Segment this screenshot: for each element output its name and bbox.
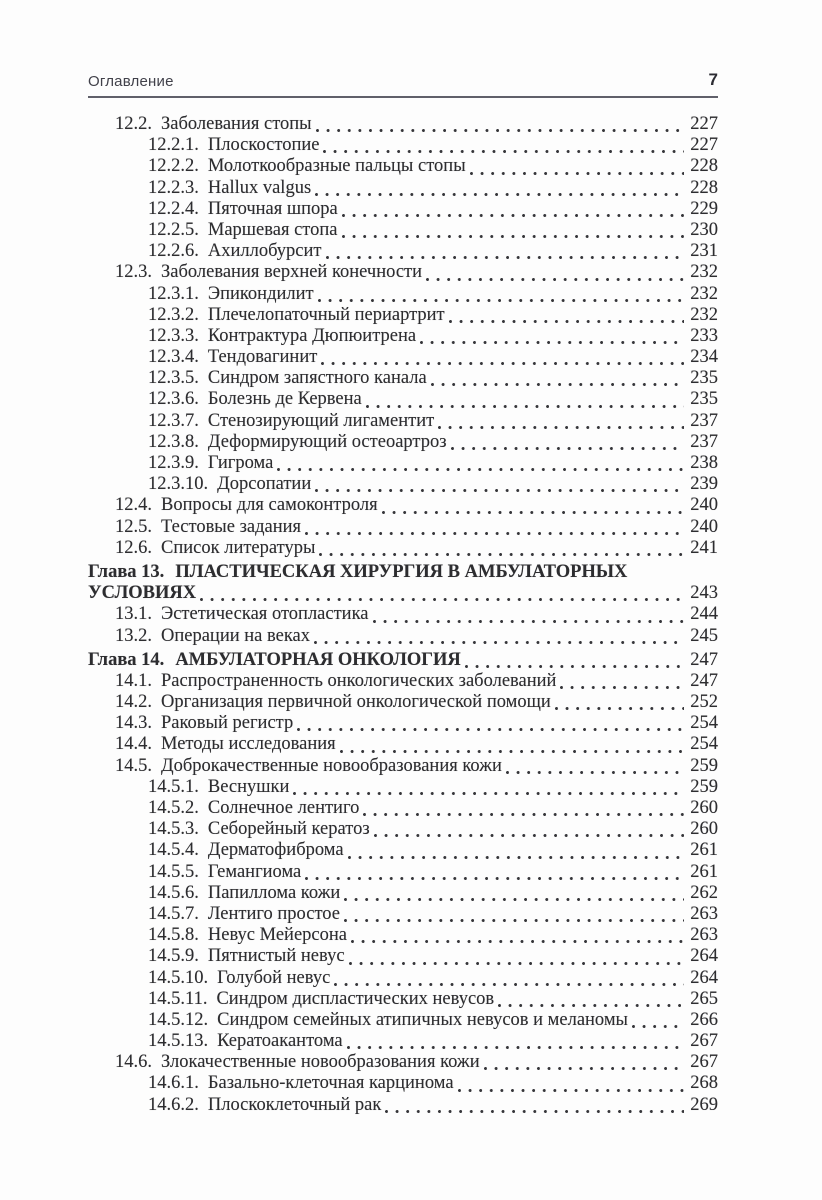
toc-entry-page: 233	[690, 325, 718, 346]
toc-entry-number: 14.5.12.	[148, 1009, 209, 1030]
toc-entry	[88, 389, 718, 410]
toc-entry-title: Операции на веках	[161, 625, 311, 646]
toc-entry-title: Себорейный кератоз	[207, 819, 370, 840]
dot-leader	[336, 734, 691, 755]
toc-entry-title: Синдром семейных атипичных невусов и меланомы	[217, 1009, 628, 1030]
toc-entry-page: 228	[690, 156, 718, 177]
toc-entry-page: 235	[690, 368, 718, 389]
toc-entry-number: 14.5.10.	[148, 967, 209, 988]
toc-entry-number: 14.5.6.	[148, 882, 199, 903]
toc-entry	[88, 756, 718, 777]
toc-entry-number: 12.2.6.	[148, 241, 199, 262]
toc-entry-number: 12.3.2.	[148, 304, 199, 325]
toc-entry-title: Раковый регистр	[161, 713, 294, 734]
toc-entry-page: 232	[690, 283, 718, 304]
page-content	[88, 70, 718, 1116]
dot-leader	[345, 946, 691, 967]
dot-leader	[196, 583, 690, 604]
dot-leader	[628, 1010, 690, 1031]
toc-entry-page: 247	[690, 670, 718, 691]
toc-entry-page: 247	[690, 649, 718, 670]
toc-entry-title: Методы исследования	[161, 734, 336, 755]
toc-entry-title: Маршевая стопа	[207, 219, 338, 240]
toc-entry-page: 264	[690, 946, 718, 967]
toc-entry-title: Эпикондилит	[207, 283, 314, 304]
toc-entry-title: Кератоакантома	[217, 1031, 343, 1052]
dot-leader	[434, 411, 690, 432]
toc-entry-number: 14.5.11.	[148, 988, 208, 1009]
toc-entry-title: Гигрома	[207, 453, 274, 473]
dot-leader	[344, 840, 691, 861]
toc-entry	[88, 432, 718, 453]
toc-entry-title: АМБУЛАТОРНАЯ ОНКОЛОГИЯ	[175, 649, 461, 670]
toc-entry	[88, 819, 718, 840]
toc-entry	[88, 604, 718, 625]
dot-leader	[338, 220, 691, 241]
toc-entry-page: 232	[690, 262, 718, 283]
toc-entry	[88, 178, 718, 199]
toc-entry-page: 267	[690, 1052, 718, 1073]
toc-entry	[88, 199, 718, 220]
dot-leader	[447, 432, 691, 453]
toc-entry-page: 245	[690, 625, 718, 646]
toc-entry-number: 14.5.7.	[148, 903, 199, 924]
toc-entry-number: 12.3.7.	[148, 410, 199, 431]
toc-entry	[88, 562, 718, 583]
toc-entry	[88, 946, 718, 967]
toc-entry-page: 232	[690, 304, 718, 325]
dot-leader	[322, 241, 691, 262]
toc-entry-number: 12.3.	[115, 262, 152, 283]
toc-entry-page: 230	[690, 219, 718, 240]
toc-entry	[88, 474, 718, 495]
toc-entry-page: 227	[690, 135, 718, 156]
toc-entry	[88, 883, 718, 904]
toc-entry-page: 237	[690, 410, 718, 431]
toc-entry-number: 14.3.	[115, 713, 152, 734]
dot-leader	[343, 1031, 691, 1052]
toc-entry-page: 244	[690, 604, 718, 625]
toc-entry-page: 235	[690, 389, 718, 410]
dot-leader	[301, 517, 690, 538]
toc-entry-title: Деформирующий остеоартроз	[207, 431, 447, 452]
toc-entry-page: 260	[690, 798, 718, 818]
toc-entry-page: 269	[690, 1094, 718, 1115]
toc-entry-number: 12.4.	[115, 495, 152, 516]
toc-entry-title: Плоскостопие	[207, 135, 320, 156]
dot-leader	[416, 326, 690, 347]
running-title: Оглавление	[88, 73, 174, 90]
dot-leader	[359, 798, 690, 819]
toc-entry-number: 14.6.1.	[148, 1073, 199, 1094]
dot-leader	[311, 474, 690, 495]
toc-entry-page: 262	[690, 882, 718, 903]
dot-leader	[370, 819, 691, 840]
toc-entry-number: 12.3.6.	[148, 389, 199, 410]
toc-entry	[88, 734, 718, 755]
dot-leader	[381, 1095, 690, 1116]
toc-entry	[88, 411, 718, 432]
page-header	[88, 70, 718, 98]
toc-entry-page: 259	[690, 755, 718, 776]
dot-leader	[422, 262, 690, 283]
toc-entry	[88, 989, 718, 1010]
dot-leader	[480, 1052, 691, 1073]
toc-entry-page: 254	[690, 713, 718, 734]
toc-entry-title: Стенозирующий лигаментит	[207, 410, 435, 431]
dot-leader	[338, 199, 690, 220]
toc-entry	[88, 453, 718, 474]
toc-entry-title: Заболевания стопы	[161, 114, 312, 134]
dot-leader	[502, 756, 690, 777]
dot-leader	[312, 114, 691, 135]
toc-entry-page: 265	[690, 988, 718, 1009]
toc-entry-page: 240	[690, 495, 718, 516]
toc-entry-title: Болезнь де Кервена	[207, 389, 362, 410]
dot-leader	[319, 135, 690, 156]
toc-entry-page: 239	[690, 474, 718, 495]
toc-entry-number: 13.1.	[115, 604, 152, 625]
toc-entry	[88, 326, 718, 347]
toc-entry-number: 12.3.9.	[148, 453, 199, 473]
dot-leader	[454, 1073, 691, 1094]
toc-entry-number: 12.3.1.	[148, 283, 199, 304]
toc-entry-number: 14.5.4.	[148, 840, 199, 861]
toc-entry-page: 241	[690, 537, 718, 558]
toc-entry	[88, 156, 718, 177]
dot-leader	[330, 968, 690, 989]
dot-leader	[378, 495, 691, 516]
toc-entry	[88, 368, 718, 389]
toc-entry-title: Доброкачественные новообразования кожи	[161, 755, 502, 776]
toc-entry	[88, 1095, 718, 1116]
toc-entry-number: 12.3.10.	[148, 474, 209, 495]
toc-entry-title: Молоткообразные пальцы стопы	[207, 156, 466, 177]
toc-entry-number: 12.2.2.	[148, 156, 199, 177]
toc-list	[88, 114, 718, 1116]
toc-entry-title: Тендовагинит	[207, 347, 318, 368]
toc-entry	[88, 262, 718, 283]
toc-entry-title: Дерматофиброма	[207, 840, 344, 861]
toc-entry-page: 229	[690, 198, 718, 219]
toc-entry-page: 252	[690, 692, 718, 713]
toc-entry-title: Плечелопаточный периартрит	[207, 304, 445, 325]
toc-entry-page: 261	[690, 861, 718, 882]
toc-entry-page: 260	[690, 819, 718, 840]
toc-entry-title: Папиллома кожи	[207, 882, 341, 903]
toc-entry-page: 234	[690, 347, 718, 368]
toc-entry	[88, 284, 718, 305]
toc-entry-number: 12.2.	[115, 114, 152, 134]
toc-entry-number: 12.3.4.	[148, 347, 199, 368]
toc-entry-number: 14.1.	[115, 670, 152, 691]
toc-entry	[88, 798, 718, 819]
toc-entry-number: 12.3.8.	[148, 431, 199, 452]
toc-entry-title: Вопросы для самоконтроля	[161, 495, 378, 516]
toc-entry-page: 243	[690, 583, 718, 604]
toc-entry-title: УСЛОВИЯХ	[88, 583, 197, 604]
dot-leader	[314, 284, 691, 305]
dot-leader	[466, 156, 691, 177]
toc-entry-page: 263	[690, 903, 718, 924]
dot-leader	[445, 305, 691, 326]
toc-entry	[88, 1073, 718, 1094]
toc-entry-title: Синдром запястного канала	[207, 368, 427, 389]
dot-leader	[311, 178, 690, 199]
toc-entry-page: 263	[690, 925, 718, 946]
toc-entry-number: 12.2.1.	[148, 135, 199, 156]
toc-entry-page: 261	[690, 840, 718, 861]
toc-entry-title: Организация первичной онкологической помощи	[161, 692, 551, 713]
toc-entry-number: 14.5.2.	[148, 798, 199, 818]
toc-entry-number: 12.2.5.	[148, 219, 199, 240]
toc-entry	[88, 305, 718, 326]
toc-entry-page: 259	[690, 776, 718, 797]
dot-leader	[369, 604, 691, 625]
toc-entry	[88, 1010, 718, 1031]
toc-entry-title: Невус Мейерсона	[207, 925, 347, 946]
toc-entry-number: 12.6.	[115, 537, 152, 558]
toc-entry	[88, 538, 718, 559]
toc-entry-title: Контрактура Дюпюитрена	[207, 325, 417, 346]
toc-entry-number: 14.5.1.	[148, 776, 199, 797]
dot-leader	[347, 925, 690, 946]
page-number: 7	[708, 70, 718, 89]
toc-entry	[88, 904, 718, 925]
dot-leader	[293, 713, 690, 734]
toc-entry	[88, 517, 718, 538]
toc-entry-number: Глава 14.	[88, 649, 165, 670]
toc-entry-page: 264	[690, 967, 718, 988]
toc-entry-number: 12.2.3.	[148, 177, 199, 198]
toc-entry-title: Голубой невус	[217, 967, 331, 988]
toc-entry-number: 14.5.5.	[148, 861, 199, 882]
dot-leader	[310, 626, 690, 647]
toc-entry-page: 254	[690, 734, 718, 755]
toc-entry-page: 227	[690, 114, 718, 134]
toc-entry-title: Гемангиома	[207, 861, 302, 882]
toc-entry-page: 267	[690, 1031, 718, 1052]
toc-entry-title: Список литературы	[161, 537, 316, 558]
dot-leader	[340, 883, 690, 904]
toc-entry-number: 12.3.3.	[148, 325, 199, 346]
toc-entry-number: 14.5.9.	[148, 946, 199, 967]
toc-entry-number: 12.3.5.	[148, 368, 199, 389]
toc-entry	[88, 583, 718, 604]
toc-entry-number: 14.5.8.	[148, 925, 199, 946]
toc-entry	[88, 1031, 718, 1052]
toc-entry	[88, 495, 718, 516]
dot-leader	[315, 538, 690, 559]
toc-entry-page: 266	[690, 1009, 718, 1030]
toc-entry-title: Синдром диспластических невусов	[216, 988, 495, 1009]
toc-entry-number: 14.4.	[115, 734, 152, 755]
dot-leader	[427, 368, 691, 389]
dot-leader	[556, 671, 690, 692]
toc-entry-page: 240	[690, 516, 718, 537]
toc-entry	[88, 650, 718, 671]
toc-entry	[88, 713, 718, 734]
toc-entry-number: Глава 13.	[88, 561, 165, 582]
dot-leader	[494, 989, 690, 1010]
dot-leader	[317, 347, 690, 368]
toc-entry-title: ПЛАСТИЧЕСКАЯ ХИРУРГИЯ В АМБУЛАТОРНЫХ	[175, 561, 628, 582]
toc-entry	[88, 968, 718, 989]
toc-entry-number: 14.6.2.	[148, 1094, 199, 1115]
toc-entry-number: 12.5.	[115, 516, 152, 537]
toc-entry-number: 14.5.3.	[148, 819, 199, 840]
toc-entry	[88, 777, 718, 798]
toc-entry-title: Распространенность онкологических заболеваний	[161, 670, 557, 691]
toc-entry-title: Ахиллобурсит	[207, 241, 322, 262]
toc-entry	[88, 840, 718, 861]
toc-entry	[88, 347, 718, 368]
toc-entry	[88, 692, 718, 713]
toc-entry-number: 14.5.13.	[148, 1031, 209, 1052]
toc-entry-number: 14.5.	[115, 755, 152, 776]
toc-entry	[88, 135, 718, 156]
toc-entry-title: Плоскоклеточный рак	[207, 1094, 382, 1115]
toc-entry	[88, 925, 718, 946]
toc-entry-title: Злокачественные новообразования кожи	[161, 1052, 480, 1073]
toc-entry-title: Дорсопатии	[217, 474, 312, 495]
toc-entry-page: 231	[690, 241, 718, 262]
toc-entry	[88, 626, 718, 647]
toc-entry-title: Тестовые задания	[161, 516, 302, 537]
toc-entry	[88, 220, 718, 241]
toc-entry-title: Эстетическая отопластика	[161, 604, 369, 625]
toc-entry-title: Базально-клеточная карцинома	[207, 1073, 454, 1094]
toc-entry-number: 14.2.	[115, 692, 152, 713]
toc-entry-page: 237	[690, 431, 718, 452]
toc-entry-title: Пятнистый невус	[207, 946, 345, 967]
toc-entry-page: 228	[690, 177, 718, 198]
dot-leader	[461, 650, 690, 671]
toc-entry-title: Солнечное лентиго	[207, 798, 360, 818]
toc-entry	[88, 114, 718, 135]
dot-leader	[289, 777, 690, 798]
dot-leader	[340, 904, 690, 925]
toc-entry	[88, 1052, 718, 1073]
toc-entry-title: Лентиго простое	[207, 903, 340, 924]
toc-entry-number: 13.2.	[115, 625, 152, 646]
toc-entry	[88, 671, 718, 692]
toc-entry-number: 14.6.	[115, 1052, 152, 1073]
dot-leader	[301, 862, 690, 883]
toc-entry	[88, 862, 718, 883]
toc-entry-title: Веснушки	[207, 776, 290, 797]
toc-entry-number: 12.2.4.	[148, 198, 199, 219]
dot-leader	[551, 692, 691, 713]
toc-entry-title: Hallux valgus	[207, 177, 312, 198]
toc-entry-page: 238	[690, 453, 718, 473]
toc-entry	[88, 241, 718, 262]
toc-entry-title: Пяточная шпора	[207, 198, 338, 219]
toc-entry-title: Заболевания верхней конечности	[161, 262, 423, 283]
dot-leader	[362, 389, 691, 410]
dot-leader	[273, 453, 690, 474]
toc-entry-page: 268	[690, 1073, 718, 1094]
